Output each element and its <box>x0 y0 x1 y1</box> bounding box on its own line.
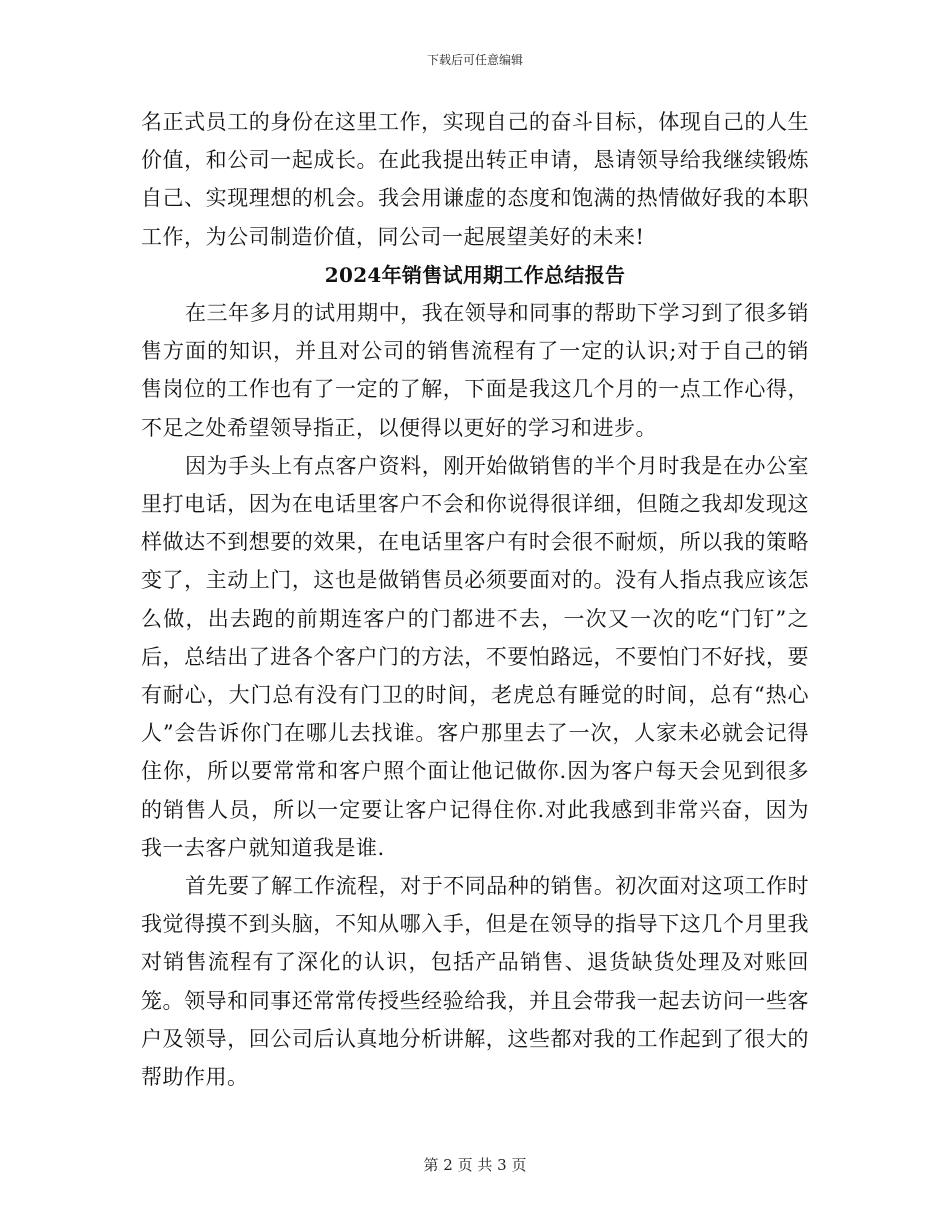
section-title: 2024年销售试用期工作总结报告 <box>324 262 626 287</box>
intro-paragraph: 名正式员工的身份在这里工作，实现自己的奋斗目标，体现自己的人生价值，和公司一起成长。在此我提出转正申请，恳请领导给我继续锻炼自己、实现理想的机会。我会用谦虚的态度和饱满的热情做好我的本职工作，为公司制造价值，同公司一起展望美好的未来! <box>141 110 809 249</box>
paragraph-2: 因为手头上有点客户资料，刚开始做销售的半个月时我是在办公室里打电话，因为在电话里客户不会和你说得很详细，但随之我却发现这样做达不到想要的效果，在电话里客户有时会很不耐烦，所以我的策略变了，主动上门，这也是做销售员必须要面对的。没有人指点我应该怎么做，出去跑的前期连客户的门都进不去，一次又一次的吃“门钉”之后，总结出了进各个客户门的方法，不要怕路远，不要怕门不好找，要有耐心，大门总有没有门卫的时间，老虎总有睡觉的时间，总有“热心人”会告诉你门在哪儿去找谁。客户那里去了一次，人家未必就会记得住你，所以要常常和客户照个面让他记做你.因为客户每天会见到很多的销售人员，所以一定要让客户记得住你.对此我感到非常兴奋，因为我一去客户就知道我是谁. <box>141 453 809 860</box>
page-header-note: 下载后可任意编辑 <box>426 53 523 67</box>
document-body <box>141 103 809 1096</box>
paragraph-1: 在三年多月的试用期中，我在领导和同事的帮助下学习到了很多销售方面的知识，并且对公司的销售流程有了一定的认识;对于自己的销售岗位的工作也有了一定的了解，下面是我这几个月的一点工作心得，不足之处希望领导指正，以便得以更好的学习和进步。 <box>141 301 809 440</box>
page-footer-number: 第 2 页 共 3 页 <box>423 1156 527 1174</box>
paragraph-3: 首先要了解工作流程，对于不同品种的销售。初次面对这项工作时我觉得摸不到头脑，不知从哪入手，但是在领导的指导下这几个月里我对销售流程有了深化的认识，包括产品销售、退货缺货处理及对账回笼。领导和同事还常常传授些经验给我，并且会带我一起去访问一些客户及领导，回公司后认真地分析讲解，这些都对我的工作起到了很大的帮助作用。 <box>141 874 809 1090</box>
